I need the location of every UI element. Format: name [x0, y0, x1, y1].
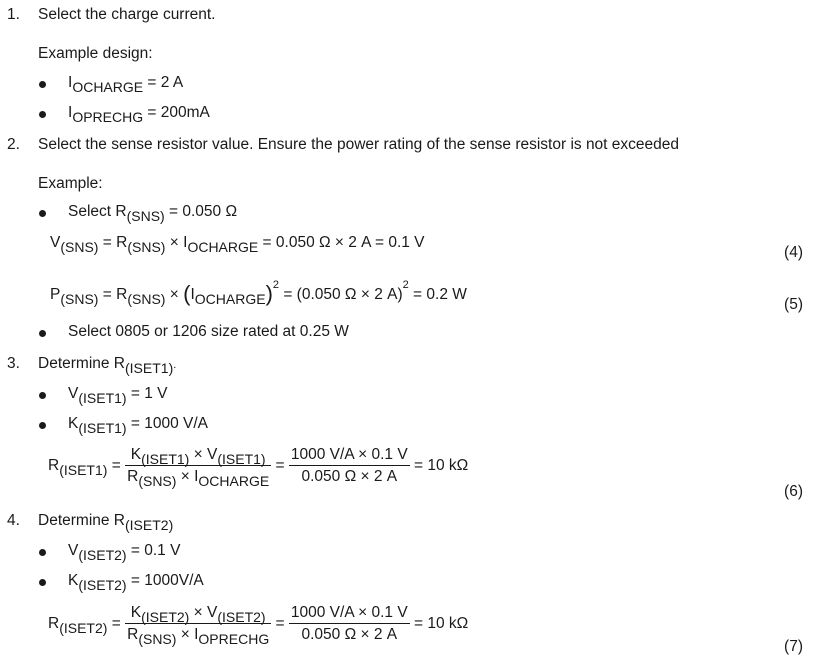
- step-1-number: 1.: [7, 6, 20, 23]
- step-1-bullet-1: $I_{OCHARGE} = 2$ A: [68, 74, 184, 95]
- equation-4: $V_{(SNS)} = R_{(SNS)} \times I_{OCHARGE} = 0.050$ Ω × 2 A = 0.1 V: [50, 234, 425, 255]
- step-2-bullet-2: Select 0805 or 1206 size rated at 0.25 W: [68, 323, 349, 340]
- bullet-icon: [39, 422, 46, 429]
- equation-7-number: (7): [784, 638, 803, 655]
- equation-6: $R_{(ISET1)}$ = $\frac{K_{(ISET1)} \times V_{(ISET1)}}{R_{(SNS)} \times I_{OCHARGE}}$ = $\frac{1000 V/A \times 0.1 V}{0.050 \Omega \times 2 A}$ = 10 kΩ: [48, 446, 469, 489]
- step-4-bullet-2: $K_{(ISET2)} = 1000V/A$: [68, 572, 204, 593]
- bullet-icon: [39, 549, 46, 556]
- step-3-bullet-1: $V_{(ISET1)} = 1$ V: [68, 385, 168, 406]
- bullet-icon: [39, 579, 46, 586]
- equation-7-fraction-1: $\frac{K_{(ISET2)} \times V_{(ISET2)}}{R_{(SNS)} \times I_{OPRECHG}}$: [127, 604, 270, 647]
- step-4-number: 4.: [7, 512, 20, 529]
- step-1-text: Select the charge current.: [38, 6, 216, 23]
- step-4-bullet-1: $V_{(ISET2)} = 0.1$ V: [68, 542, 181, 563]
- equation-6-fraction-2: $\frac{1000 V/A \times 0.1 V}{0.050 \Omega \times 2 A}$: [290, 446, 408, 485]
- step-2-text: Select the sense resistor value. Ensure the power rating of the sense resistor is not exceeded: [38, 136, 680, 153]
- step-3-number: 3.: [7, 355, 20, 372]
- bullet-icon: [39, 210, 46, 217]
- bullet-icon: [39, 392, 46, 399]
- step-3-bullet-2: $K_{(ISET1)} = 1000$ V/A: [68, 415, 209, 436]
- step-2-number: 2.: [7, 136, 20, 153]
- equation-6-number: (6): [784, 483, 803, 500]
- equation-7: $R_{(ISET2)}$ = $\frac{K_{(ISET2)} \times V_{(ISET2)}}{R_{(SNS)} \times I_{OPRECHG}}$ = $\frac{1000 V/A \times 0.1 V}{0.050 \Omega \times 2 A}$ = 10 kΩ: [48, 604, 469, 647]
- equation-6-fraction-1: $\frac{K_{(ISET1)} \times V_{(ISET1)}}{R_{(SNS)} \times I_{OCHARGE}}$: [127, 446, 270, 489]
- bullet-icon: [39, 330, 46, 337]
- bullet-icon: [39, 111, 46, 118]
- step-4-text: Determine $R_{(ISET2)}$: [38, 512, 174, 533]
- step-1-bullet-2: $I_{OPRECHG} = 200mA$: [68, 104, 210, 125]
- step-2-example-label: Example:: [38, 175, 103, 192]
- step-2-bullet-1: Select $R_{(SNS)} = 0.050$ Ω: [68, 203, 238, 224]
- bullet-icon: [39, 81, 46, 88]
- step-1-example-label: Example design:: [38, 45, 153, 62]
- equation-5-number: (5): [784, 296, 803, 313]
- equation-7-fraction-2: $\frac{1000 V/A \times 0.1 V}{0.050 \Omega \times 2 A}$: [290, 604, 408, 643]
- step-3-text: Determine $R_{(ISET1)}$.: [38, 355, 177, 376]
- equation-5: $P_{(SNS)} = R_{(SNS)} \times (I_{OCHARGE})^2 = (0.050$ Ω × 2 A)$^2$ = 0.2 W: [50, 279, 467, 307]
- equation-4-number: (4): [784, 244, 803, 261]
